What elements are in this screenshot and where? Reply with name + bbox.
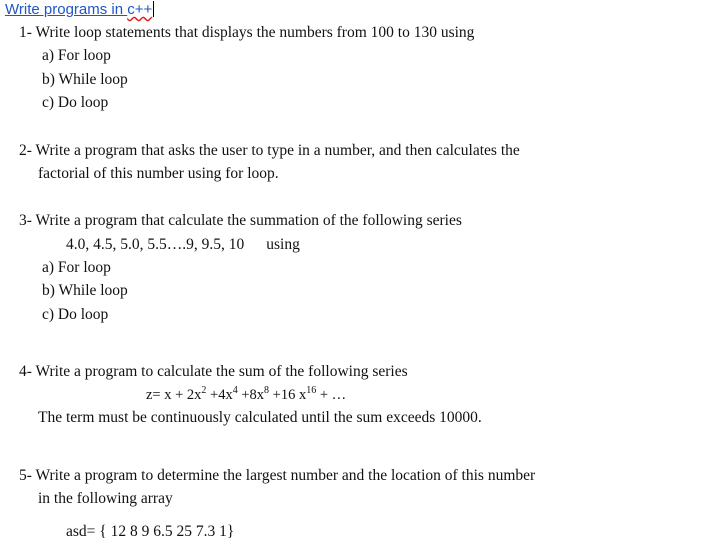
series-using: using bbox=[266, 236, 300, 253]
text-cursor bbox=[153, 1, 154, 17]
formula-exponent: 2 bbox=[201, 385, 207, 396]
question-5-array: asd= { 12 8 9 6.5 25 7.3 1} bbox=[66, 523, 235, 540]
question-2-line-1: 2- Write a program that asks the user to type in a number, and then calculates the bbox=[19, 142, 520, 159]
formula-part: +4x bbox=[206, 387, 233, 403]
question-3-option-c: c) Do loop bbox=[42, 306, 109, 323]
question-2-line-2: factorial of this number using for loop. bbox=[38, 165, 279, 182]
question-3-option-a: a) For loop bbox=[42, 259, 111, 276]
formula-part: + … bbox=[316, 387, 347, 403]
question-1-text: 1- Write loop statements that displays the numbers from 100 to 130 using bbox=[19, 24, 475, 41]
formula-part: +8x bbox=[237, 387, 265, 403]
formula-exponent: 8 bbox=[264, 385, 270, 396]
question-5-line-1: 5- Write a program to determine the largest number and the location of this number bbox=[19, 467, 536, 484]
question-1-option-c: c) Do loop bbox=[42, 94, 109, 111]
question-1-option-a: a) For loop bbox=[42, 47, 111, 64]
formula-exponent: 16 bbox=[306, 385, 317, 396]
question-3-option-b: b) While loop bbox=[42, 282, 128, 299]
question-1-option-b: b) While loop bbox=[42, 71, 128, 88]
question-4-note: The term must be continuously calculated until the sum exceeds 10000. bbox=[38, 409, 482, 426]
question-3-series bbox=[66, 235, 300, 255]
question-3-text: 3- Write a program that calculate the summation of the following series bbox=[19, 212, 462, 229]
formula-part: +16 x bbox=[269, 387, 307, 403]
title-language: c++ bbox=[127, 1, 153, 18]
question-5-line-2: in the following array bbox=[38, 490, 173, 507]
title-text: Write programs in bbox=[5, 1, 128, 18]
series-values: 4.0, 4.5, 5.0, 5.5….9, 9.5, 10 bbox=[66, 236, 245, 253]
formula-part: z= x + 2x bbox=[146, 387, 202, 403]
document-title bbox=[5, 1, 154, 18]
question-4-text: 4- Write a program to calculate the sum of the following series bbox=[19, 363, 408, 380]
question-4-formula bbox=[146, 385, 346, 405]
formula-exponent: 4 bbox=[232, 385, 238, 396]
